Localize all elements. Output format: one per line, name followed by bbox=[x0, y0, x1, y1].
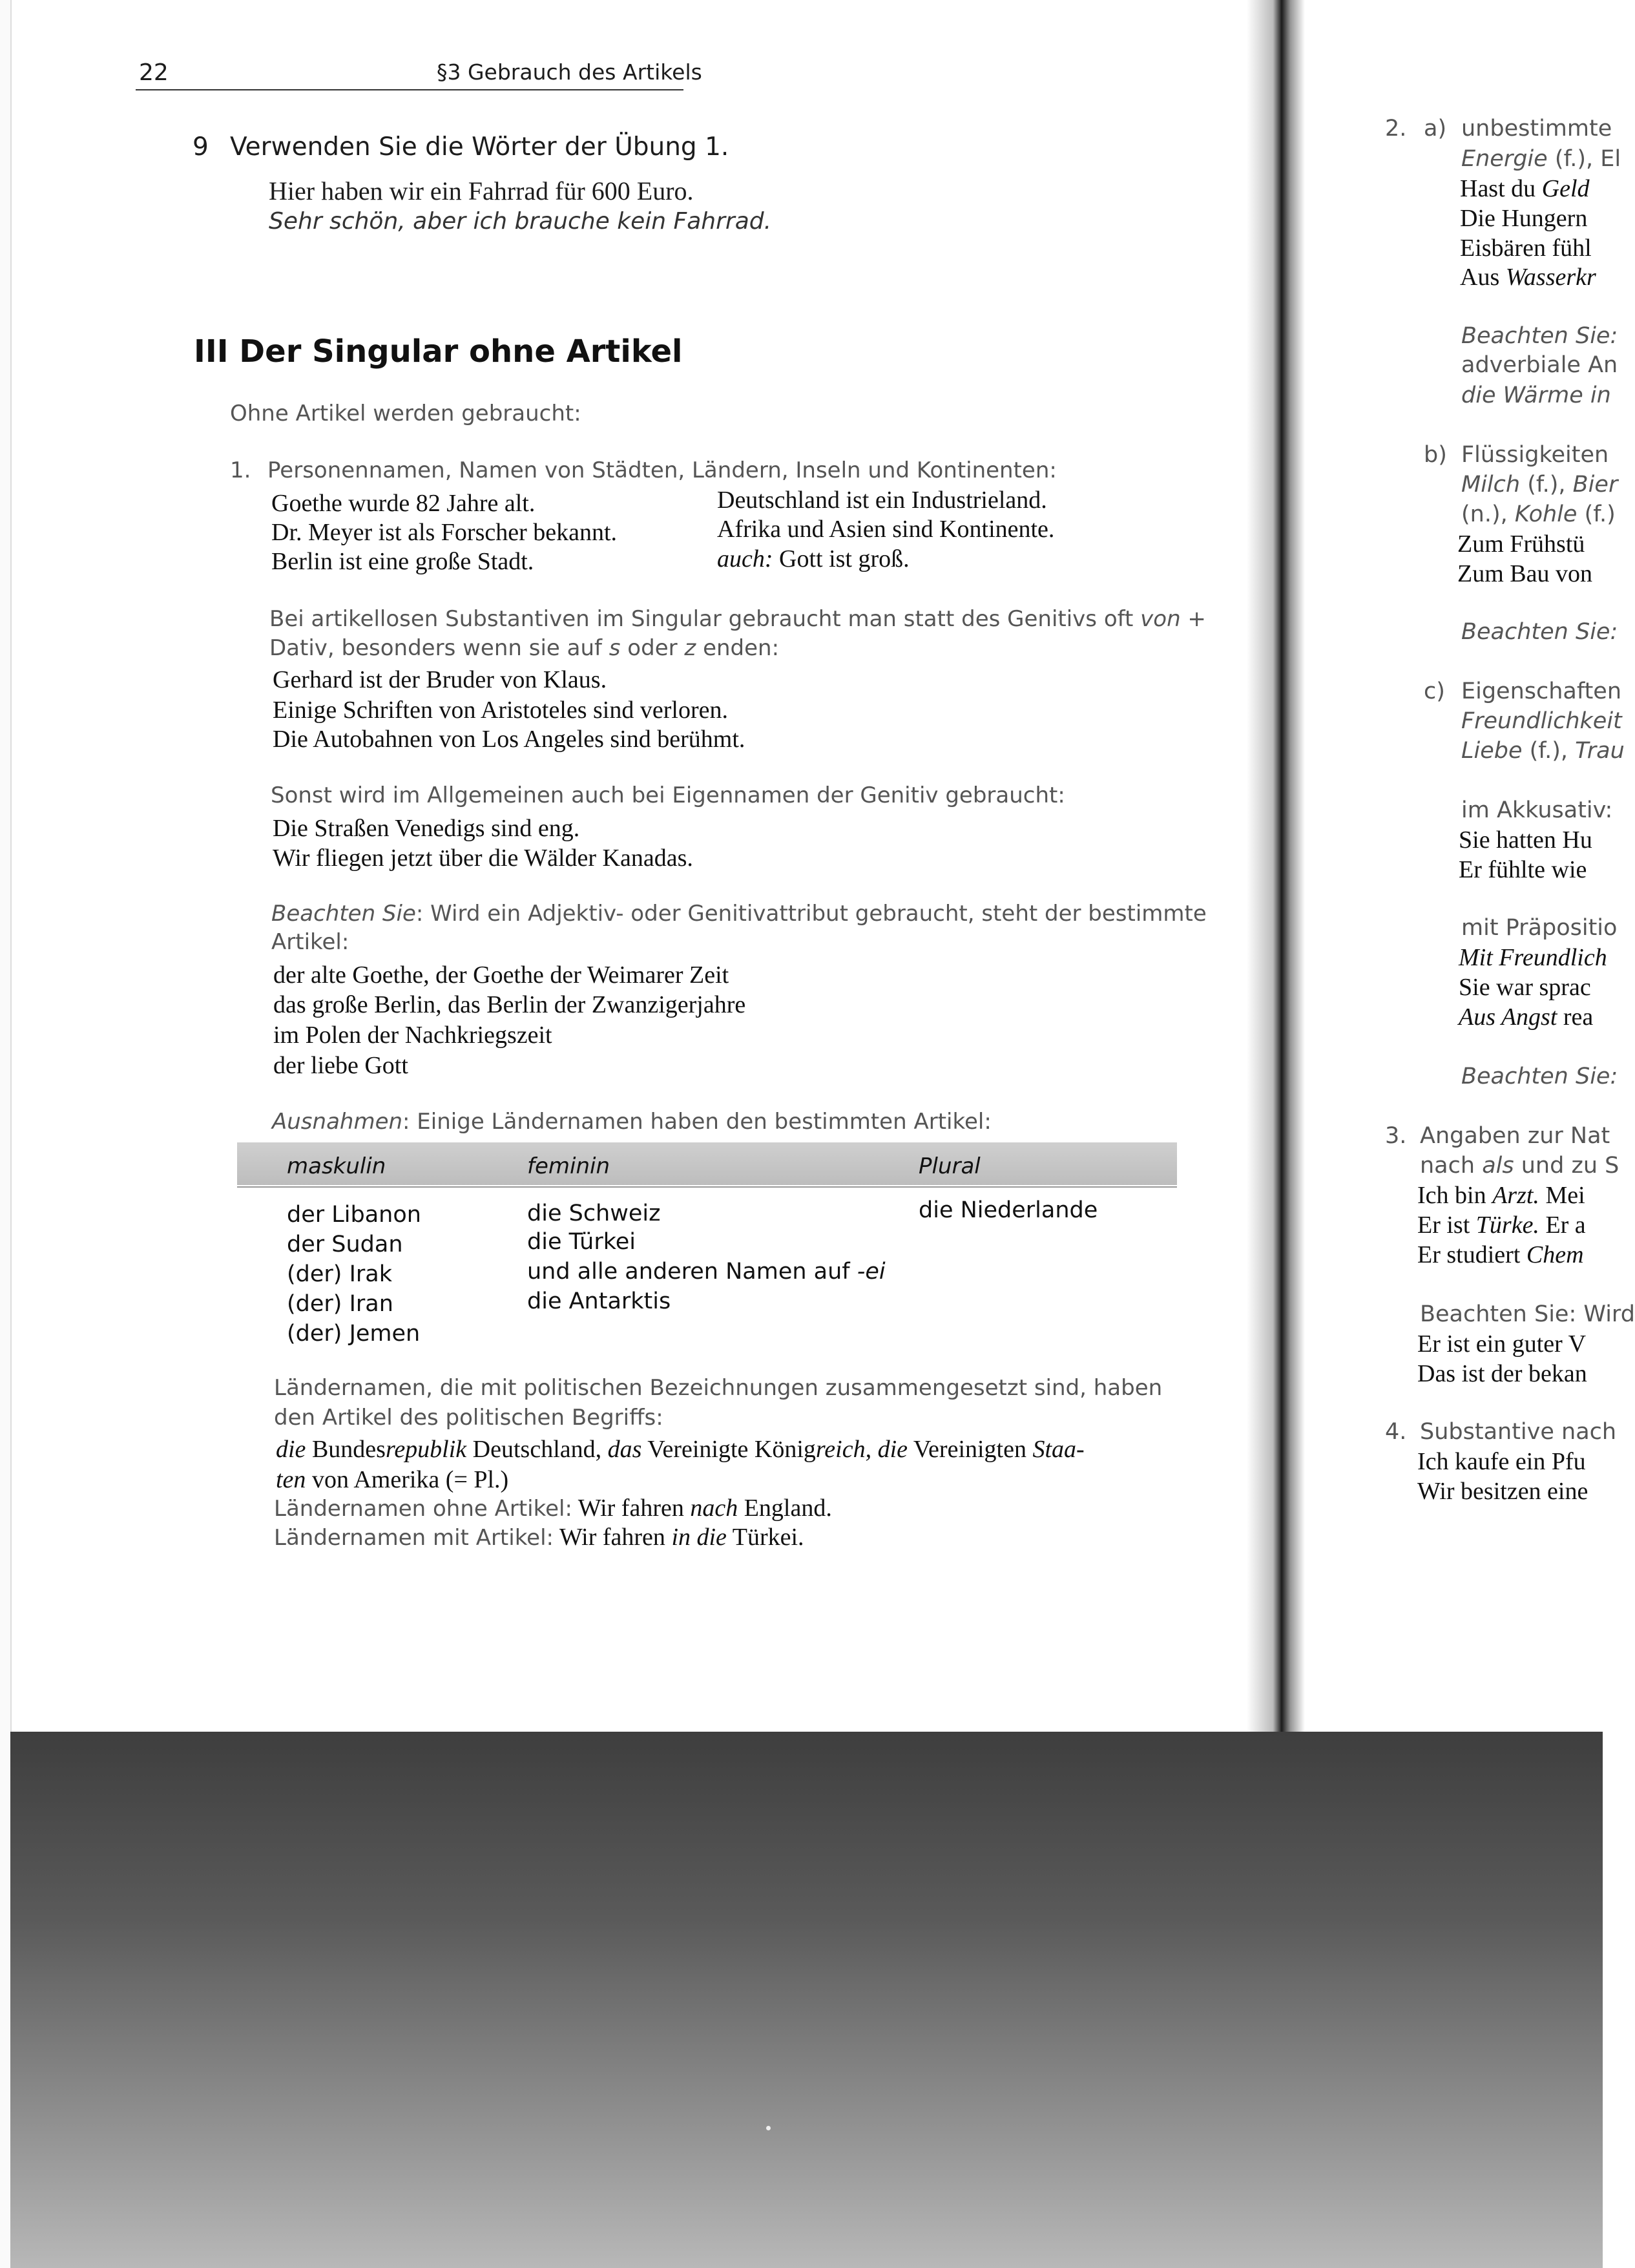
genitive-note-line2: Dativ, besonders wenn sie auf s oder z enden: bbox=[269, 635, 780, 661]
section-intro: Ohne Artikel werden gebraucht: bbox=[230, 401, 581, 426]
table-cell-feminin: die Türkei bbox=[527, 1229, 636, 1255]
exercise-instruction: Verwenden Sie die Wörter der Übung 1. bbox=[230, 132, 729, 162]
dust-speck bbox=[766, 2126, 771, 2130]
table-cell-maskulin: der Sudan bbox=[287, 1232, 403, 1257]
item-1-example-right bbox=[717, 545, 910, 573]
right-line: Freundlichkeit bbox=[1461, 708, 1622, 734]
right-line: Liebe (f.), Trau bbox=[1461, 738, 1625, 764]
running-head: §3 Gebrauch des Artikels bbox=[437, 59, 702, 85]
item-1-text: Personennamen, Namen von Städten, Ländern, Inseln und Kontinenten: bbox=[267, 457, 1057, 483]
right-beachten: Beachten Sie: bbox=[1461, 619, 1618, 645]
genitive2-example: Die Straßen Venedigs sind eng. bbox=[273, 815, 580, 842]
table-header-feminin: feminin bbox=[527, 1153, 610, 1179]
table-cell-feminin: und alle anderen Namen auf -ei bbox=[527, 1259, 886, 1285]
exercise-number: 9 bbox=[193, 132, 209, 162]
right-line: Aus Wasserkr bbox=[1460, 264, 1596, 291]
auch-label: auch: bbox=[717, 545, 773, 572]
right-line: Energie (f.), El bbox=[1461, 146, 1621, 172]
right-line: Wir besitzen eine bbox=[1417, 1478, 1588, 1505]
beachten-note-line2: Artikel: bbox=[271, 929, 349, 955]
beachten-example: das große Berlin, das Berlin der Zwanzigerjahre bbox=[273, 991, 746, 1018]
right-line: Angaben zur Nat bbox=[1420, 1123, 1610, 1149]
right-line: (n.), Kohle (f.) bbox=[1461, 501, 1616, 527]
right-line: nach als und zu S bbox=[1420, 1153, 1619, 1179]
item-1-number: 1. bbox=[230, 457, 251, 483]
table-header-maskulin: maskulin bbox=[287, 1153, 386, 1179]
right-line: Hast du Geld bbox=[1460, 175, 1590, 202]
right-line: Sie hatten Hu bbox=[1459, 826, 1592, 854]
table-cell-maskulin: der Libanon bbox=[287, 1202, 421, 1228]
right-sub-label: c) bbox=[1424, 678, 1445, 704]
header-rule bbox=[136, 89, 683, 90]
right-item-number: 4. bbox=[1385, 1419, 1407, 1445]
beachten-example: im Polen der Nachkriegszeit bbox=[273, 1022, 552, 1049]
right-item-number: 3. bbox=[1385, 1123, 1407, 1149]
page-number: 22 bbox=[139, 59, 169, 86]
right-line: Eisbären fühl bbox=[1460, 235, 1592, 262]
table-cell-feminin: die Antarktis bbox=[527, 1288, 671, 1314]
political-example-line1: die Bundesrepublik Deutschland, das Vereinigte Königreich, die Vereinigten Staa- bbox=[276, 1436, 1085, 1463]
beachten-example: der alte Goethe, der Goethe der Weimarer Zeit bbox=[273, 961, 729, 989]
right-line: Flüssigkeiten bbox=[1461, 442, 1609, 468]
right-sub-label: b) bbox=[1424, 442, 1447, 468]
right-line: adverbiale An bbox=[1461, 352, 1618, 378]
right-line: Er studiert Chem bbox=[1417, 1241, 1584, 1268]
right-line: Ich kaufe ein Pfu bbox=[1417, 1448, 1586, 1475]
political-note-line1: Ländernamen, die mit politischen Bezeichnungen zusammengesetzt sind, haben bbox=[274, 1375, 1163, 1401]
auch-text: Gott ist groß. bbox=[773, 545, 910, 572]
table-cell-feminin: die Schweiz bbox=[527, 1201, 661, 1226]
table-cell-plural: die Niederlande bbox=[919, 1197, 1098, 1223]
table-cell-maskulin: (der) Iran bbox=[287, 1291, 393, 1317]
right-item-number: 2. bbox=[1385, 116, 1407, 142]
item-1-example-right: Afrika und Asien sind Kontinente. bbox=[717, 516, 1055, 543]
political-note-line2: den Artikel des politischen Begriffs: bbox=[274, 1405, 663, 1431]
right-line: Ich bin Arzt. Mei bbox=[1417, 1182, 1585, 1209]
right-beachten: Beachten Sie: bbox=[1461, 1064, 1618, 1089]
exercise-example-a: Hier haben wir ein Fahrrad für 600 Euro. bbox=[269, 176, 694, 205]
right-line: die Wärme in bbox=[1461, 383, 1611, 408]
right-line: Die Hungern bbox=[1460, 205, 1588, 232]
right-line: Er fühlte wie bbox=[1459, 856, 1587, 883]
right-line: Sie war sprac bbox=[1459, 974, 1591, 1001]
political-example-line2: ten von Amerika (= Pl.) bbox=[276, 1466, 509, 1493]
right-line: Er ist Türke. Er a bbox=[1417, 1212, 1586, 1239]
right-line: Mit Freundlich bbox=[1459, 944, 1607, 971]
table-header-plural: Plural bbox=[919, 1153, 981, 1179]
book-gutter-shadow bbox=[1247, 0, 1305, 1745]
right-line: Milch (f.), Bier bbox=[1461, 472, 1618, 498]
right-line: Eigenschaften bbox=[1461, 678, 1622, 704]
right-beachten: Beachten Sie: Wird bbox=[1420, 1301, 1635, 1327]
right-line: Aus Angst rea bbox=[1459, 1003, 1594, 1031]
beachten-example: der liebe Gott bbox=[273, 1052, 408, 1079]
item-1-example-left: Dr. Meyer ist als Forscher bekannt. bbox=[271, 519, 618, 546]
item-1-example-right: Deutschland ist ein Industrieland. bbox=[717, 487, 1047, 514]
right-line: mit Präpositio bbox=[1461, 915, 1618, 941]
ausnahmen-note: Ausnahmen: Einige Ländernamen haben den bestimmten Artikel: bbox=[272, 1109, 992, 1135]
right-line: Das ist der bekan bbox=[1417, 1360, 1587, 1387]
right-beachten: Beachten Sie: bbox=[1461, 323, 1618, 349]
section-title: III Der Singular ohne Artikel bbox=[194, 333, 683, 370]
right-sub-label: a) bbox=[1424, 116, 1447, 142]
right-line: Er ist ein guter V bbox=[1417, 1330, 1587, 1358]
ohne-artikel-line: Ländernamen ohne Artikel: Wir fahren nach England. bbox=[274, 1495, 832, 1522]
mit-artikel-line: Ländernamen mit Artikel: Wir fahren in die Türkei. bbox=[274, 1524, 804, 1551]
genitive-example: Einige Schriften von Aristoteles sind verloren. bbox=[273, 697, 728, 724]
genitive-example: Gerhard ist der Bruder von Klaus. bbox=[273, 666, 607, 693]
genitive-note-line1: Bei artikellosen Substantiven im Singular gebraucht man statt des Genitivs oft von + bbox=[269, 606, 1206, 632]
genitive-example: Die Autobahnen von Los Angeles sind berühmt. bbox=[273, 726, 745, 753]
table-cell-maskulin: (der) Jemen bbox=[287, 1321, 421, 1347]
exercise-example-b: Sehr schön, aber ich brauche kein Fahrrad. bbox=[269, 208, 772, 235]
right-line: Substantive nach bbox=[1420, 1419, 1617, 1445]
item-1-example-left: Berlin ist eine große Stadt. bbox=[271, 548, 534, 575]
genitive-note2: Sonst wird im Allgemeinen auch bei Eigennamen der Genitiv gebraucht: bbox=[271, 782, 1065, 808]
right-line: im Akkusativ: bbox=[1461, 797, 1613, 823]
right-line: Zum Bau von bbox=[1457, 560, 1592, 587]
item-1-example-left: Goethe wurde 82 Jahre alt. bbox=[271, 490, 536, 517]
right-line: Zum Frühstü bbox=[1457, 530, 1585, 558]
beachten-note-line1: Beachten Sie: Wird ein Adjektiv- oder Genitivattribut gebraucht, steht der bestimmte bbox=[271, 901, 1207, 927]
table-header-rule bbox=[237, 1186, 1177, 1188]
genitive2-example: Wir fliegen jetzt über die Wälder Kanadas. bbox=[273, 845, 693, 872]
table-cell-maskulin: (der) Irak bbox=[287, 1261, 393, 1287]
right-line: unbestimmte bbox=[1461, 116, 1612, 142]
scanner-background bbox=[10, 1732, 1603, 2268]
